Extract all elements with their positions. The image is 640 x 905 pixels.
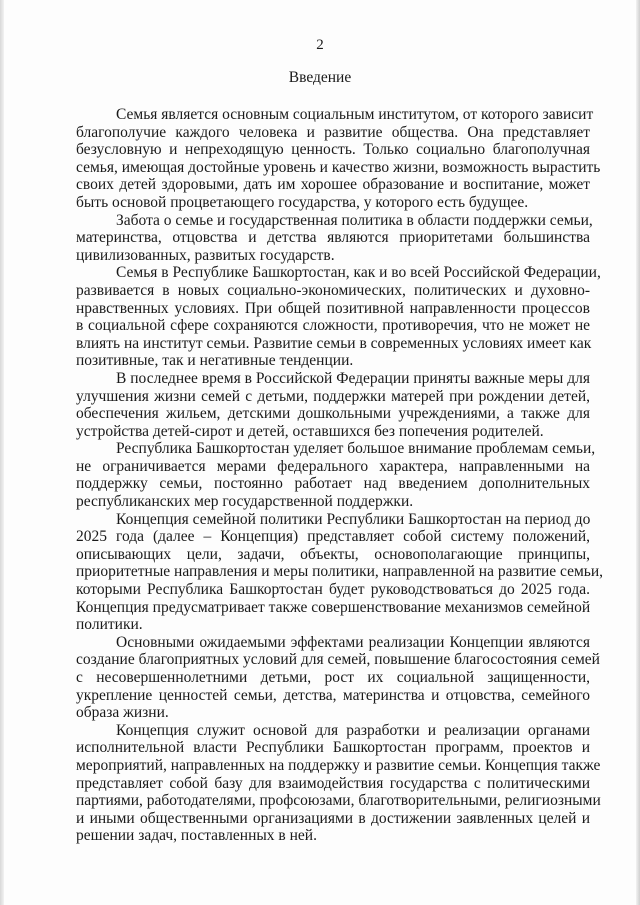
paragraph-line: Республика Башкортостан уделяет большое внимание проблемам семьи, xyxy=(116,440,596,458)
scan-edge-left xyxy=(0,0,4,905)
paragraph-line: обеспечения жильем, детскими дошкольными учреждениями, а также для xyxy=(76,405,590,423)
paragraph-line: 2025 года (далее – Концепция) представляет собой систему положений, xyxy=(76,528,590,546)
paragraph-line: и иными общественными организациями в достижении заявленных целей и xyxy=(76,809,590,827)
paragraph-line: семья, имеющая достойные уровень и качество жизни, возможность вырастить xyxy=(76,158,601,176)
paragraph-line: политики. xyxy=(76,616,143,634)
paragraph-line: улучшения жизни семей с детьми, поддержки матерей при рождении детей, xyxy=(76,387,590,405)
paragraph-line: благополучие каждого человека и развитие общества. Она представляет xyxy=(76,123,590,141)
paragraph-line: влиять на институт семьи. Развитие семьи в современных условиях имеет как xyxy=(76,334,592,352)
paragraph xyxy=(76,721,601,845)
paragraph-line: цивилизованных, развитых государств. xyxy=(76,246,335,264)
paragraph xyxy=(76,633,600,722)
paragraph xyxy=(76,440,596,511)
paragraph-line: мероприятий, направленных на поддержку и развитие семьи. Концепция также xyxy=(76,756,601,774)
paragraph-line: которыми Республика Башкортостан будет руководствоваться до 2025 года. xyxy=(76,581,590,599)
scan-edge-right xyxy=(636,0,640,905)
paragraph-line: исполнительной власти Республики Башкортостан программ, проектов и xyxy=(76,739,590,757)
paragraph-line: создание благоприятных условий для семей, повышение благосостояния семей xyxy=(76,651,600,669)
paragraph-line: в социальной сфере сохраняются сложности, противоречия, что не может не xyxy=(76,317,590,335)
document-body xyxy=(76,106,604,845)
paragraph xyxy=(76,510,604,634)
paragraph-line: Забота о семье и государственная политика в области поддержки семьи, xyxy=(116,211,593,229)
paragraph xyxy=(76,211,593,265)
paragraph xyxy=(76,264,601,370)
paragraph-line: Концепция служит основой для разработки и реализации органами xyxy=(116,721,590,739)
paragraph-line: безусловную и непреходящую ценность. Только социально благополучная xyxy=(76,141,590,159)
paragraph-line: нравственных условиях. При общей позитивной направленности процессов xyxy=(76,299,590,317)
paragraph-line: республиканских мер государственной поддержки. xyxy=(76,493,414,511)
paragraph-line: укрепление ценностей семьи, детства, материнства и отцовства, семейного xyxy=(76,686,590,704)
paragraph-line: Основными ожидаемыми эффектами реализации Концепции являются xyxy=(116,633,590,651)
paragraph-line: поддержку семьи, постоянно работает над введением дополнительных xyxy=(76,475,590,493)
paragraph-line: В последнее время в Российской Федерации приняты важные меры для xyxy=(116,369,590,387)
paragraph-line: не ограничивается мерами федерального характера, направленными на xyxy=(76,457,590,475)
paragraph-line: Семья является основным социальным институтом, от которого зависит xyxy=(116,106,594,123)
paragraph-line: Концепция предусматривает также совершенствование механизмов семейной xyxy=(76,598,591,616)
paragraph-line: своих детей здоровыми, дать им хорошее образование и воспитание, может xyxy=(76,176,590,194)
paragraph-line: материнства, отцовства и детства являются приоритетами большинства xyxy=(76,229,590,247)
paragraph-line: Концепция семейной политики Республики Башкортостан на период до xyxy=(116,510,591,528)
paragraph xyxy=(76,370,590,440)
paragraph xyxy=(76,106,601,212)
paragraph-line: образа жизни. xyxy=(76,704,169,722)
paragraph-line: устройства детей-сирот и детей, оставшихся без попечения родителей. xyxy=(76,422,544,440)
paragraph-line: развивается в новых социально-экономических, политических и духовно- xyxy=(76,281,590,299)
paragraph-line: приоритетные направления и меры политики, направленной на развитие семьи, xyxy=(76,563,604,581)
paragraph-line: решении задач, поставленных в ней. xyxy=(76,827,317,845)
page-number: 2 xyxy=(316,37,324,53)
paragraph-line: быть основой процветающего государства, у которого есть будущее. xyxy=(76,193,529,211)
paragraph-line: партиями, работодателями, профсоюзами, благотворительными, религиозными xyxy=(76,792,601,810)
paragraph-line: с несовершеннолетними детьми, рост их социальной защищенности, xyxy=(76,669,590,686)
paragraph-line: описывающих цели, задачи, объекты, основополагающие принципы, xyxy=(76,545,590,563)
section-heading: Введение xyxy=(288,69,352,86)
paragraph-line: представляет собой базу для взаимодействия государства с политическими xyxy=(76,774,590,792)
paragraph-line: Семья в Республике Башкортостан, как и во всей Российской Федерации, xyxy=(116,264,601,282)
paragraph-line: позитивные, так и негативные тенденции. xyxy=(76,352,354,370)
